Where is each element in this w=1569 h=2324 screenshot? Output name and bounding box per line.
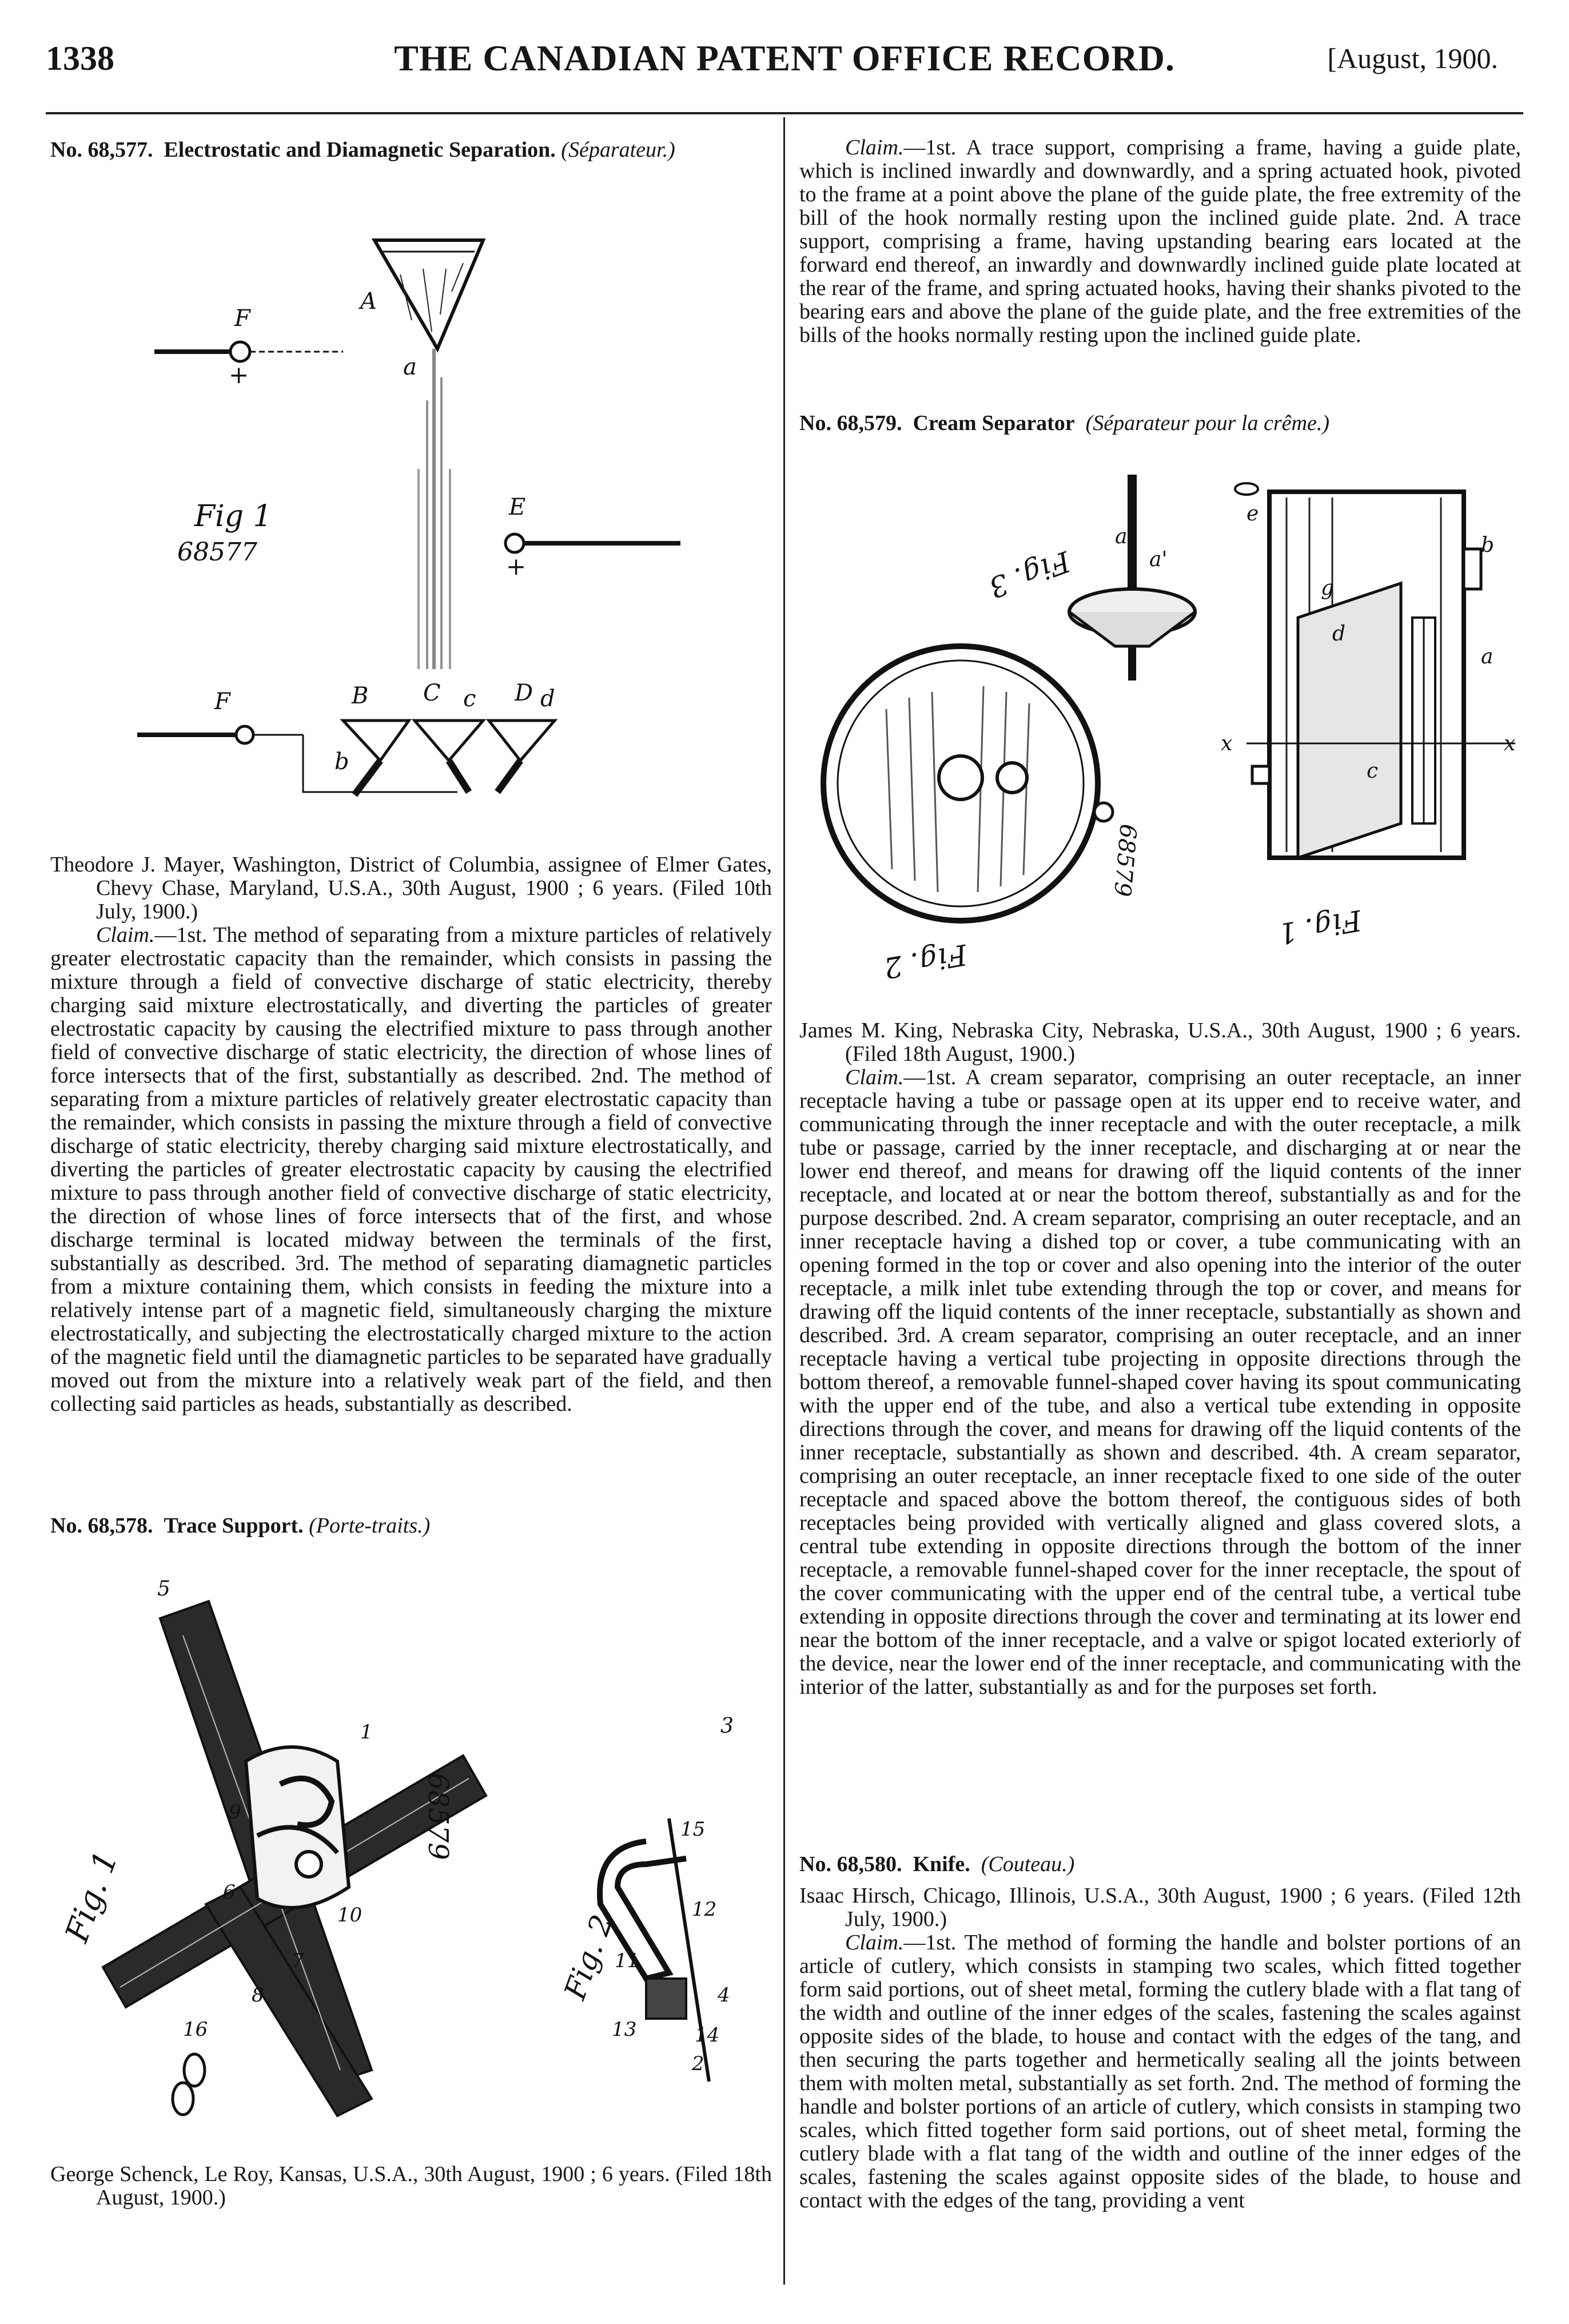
fig-label-fig1: Fig. 1 — [58, 1846, 126, 1947]
claim-text: —1st. The method of separating from a mixture particles of relatively greater electrostatic capacity than the remainder, which consists in passing the mixture through a field of convective discharge of static electricity, thereby charging said mixture electrostatically, and diverting the particles of greater electrostatic capacity by causing the electrified mixture to pass through another field of convective discharge of static electricity, the direction of whose lines of force intersects that of the first, substantially as described. 2nd. The method of separating from a mixture particles of relatively greater electrostatic capacity than the remainder, which consists in passing the mixture through a field of convective discharge of static electricity, thereby charging said mixture electrostatically, and diverting the particles of greater electrostatic capacity by causing the electrified mixture to pass through another field of convective discharge of static electricity, the direction of whose lines of force intersects that of the first, and whose discharge terminal is located midway between the terminals of the first, substantially as described. 3rd. The method of separating diamagnetic particles from a mixture containing them, which consists in feeding the mixture into a relatively intense part of a magnetic field, simultaneously charging the mixture electrostatically, and subjecting the electrostatically charged mixture to the action of the magnetic field until the diamagnetic particles to be separated have gradually moved out from the mixture into a relatively weak part of the field, and then collecting said particles as heads, substantially as described. — [50, 923, 772, 1416]
fig-label-e: e — [1247, 502, 1259, 526]
fig-label-a-prime: a' — [1149, 548, 1168, 571]
patent-number: No. 68,580. — [799, 1852, 902, 1876]
patent-number: No. 68,578. — [50, 1514, 153, 1538]
patent-68579-heading — [799, 412, 1521, 435]
fig-label-7: 7 — [292, 1949, 304, 1972]
claim-text: —1st. A trace support, comprising a frame, having a guide plate, which is inclined inwardly and downwardly, and a spring actuated hook, pivoted to the frame at a point above the plane of the guide plate, the free extremity of the bill of the hook normally resting upon the inclined guide plate. 2nd. A trace support, comprising a frame, having upstanding bearing ears located at the forward end thereof, an inwardly and downwardly inclined guide plate located at the rear of the frame, and spring actuated hooks, having their shanks pivoted to the bearing ears and above the plane of the guide plate, and the free extremities of the bills of the hooks normally resting upon the inclined guide plate. — [799, 136, 1521, 347]
claim-label: Claim. — [96, 923, 155, 947]
fig-label-16: 16 — [183, 2018, 208, 2041]
fig-label-D: D — [515, 680, 533, 706]
fig-label-C: C — [423, 680, 441, 706]
fig-label-6: 6 — [223, 1881, 236, 1904]
fig-label-E: E — [509, 494, 526, 520]
patent-grant: James M. King, Nebraska City, Nebraska, U.S.A., 30th August, 1900 ; 6 years. (Filed 18th August, 1900.) — [799, 1018, 1521, 1066]
fig-label-15: 15 — [680, 1818, 706, 1841]
fig-label-g: g — [1321, 576, 1335, 600]
patent-number: No. 68,577. — [50, 138, 153, 162]
fig-label-4: 4 — [718, 1984, 730, 2007]
claim-text: —1st. The method of forming the handle and bolster portions of an article of cutlery, which consists in stamping two scales, which fitted together form said portions, out of sheet metal, forming the cutlery blade with a flat tang of the width and outline of the inner edges of the scales, fastening the scales against opposite sides of the blade, to house and contact with the edges of the tang, and then securing the parts together and hermetically sealing all the joints between them with molten metal, substantially as set forth. 2nd. The method of forming the handle and bolster portions of an article of cutlery, which consists in stamping two scales, which fitted together form said portions, out of sheet metal, forming the cutlery blade with a flat tang of the width and outline of the inner edges of the scales, fastening the scales against opposite sides of the blade, to house and contact with the edges of the tang, providing a vent — [799, 1931, 1521, 2212]
claim-label: Claim. — [845, 1065, 904, 1089]
fig-label-c: c — [463, 686, 476, 712]
fig-label-d: d — [540, 686, 555, 712]
patent-number: No. 68,579. — [799, 411, 902, 435]
fig-label-A: A — [360, 288, 377, 315]
patent-grant: Isaac Hirsch, Chicago, Illinois, U.S.A., 30th August, 1900 ; 6 years. (Filed 12th July, 1900.) — [799, 1884, 1521, 1931]
header-rule — [46, 112, 1523, 114]
fig-label-a: a — [403, 354, 417, 380]
fig-label-F-bottom: F — [214, 689, 230, 715]
fig-label-13: 13 — [612, 2018, 637, 2041]
fig-label-3: 3 — [720, 1714, 734, 1738]
fig-label-b: b — [334, 749, 349, 775]
fig-label-B: B — [352, 683, 369, 709]
fig-label-d: d — [1332, 622, 1346, 646]
trace-support-figure — [51, 1567, 778, 2139]
fig-label-fig2: Fig. 2 — [881, 937, 970, 985]
fig-label-a-fig3: a — [1115, 525, 1128, 548]
fig-label-number: 68577 — [177, 538, 257, 567]
fig-label-x-left: x — [1221, 732, 1233, 755]
patent-68578-claim — [799, 136, 1521, 347]
fig-label-number: 68579 — [422, 1773, 454, 1860]
patent-68580 — [799, 1853, 1521, 2212]
fig-label-a-fig1: a — [1481, 645, 1494, 668]
patent-title: Electrostatic and Diamagnetic Separation. — [164, 138, 556, 162]
fig-label-14: 14 — [695, 2024, 720, 2047]
patent-68577-heading — [50, 138, 765, 162]
issue-date: [August, 1900. — [1327, 42, 1498, 74]
fig-label-fig3: Fig. 3 — [984, 544, 1075, 604]
fig-label-10: 10 — [337, 1904, 363, 1927]
fig-label-b: b — [1481, 534, 1495, 557]
patent-title-fr: (Porte-traits.) — [309, 1514, 431, 1538]
separator-figure — [114, 229, 743, 801]
claim-label: Claim. — [845, 1931, 904, 1955]
fig-label-c: c — [1367, 759, 1379, 783]
patent-68579-body — [799, 1011, 1521, 1699]
fig-label-11: 11 — [615, 1949, 640, 1972]
patent-title: Cream Separator — [913, 411, 1075, 435]
patent-title-fr: (Séparateur.) — [561, 138, 675, 162]
patent-title: Knife. — [913, 1852, 970, 1876]
patent-grant: Theodore J. Mayer, Washington, District of Columbia, assignee of Elmer Gates, Chevy Chase, Maryland, U.S.A., 30th August, 1900 ; 6 years. (Filed 10th July, 1900.) — [50, 853, 772, 924]
fig-label-8: 8 — [252, 1984, 264, 2007]
patent-68578-grant — [50, 2155, 772, 2210]
fig-label-plus-F: + — [229, 361, 249, 389]
fig-label-fig1: Fig 1 — [194, 499, 272, 534]
fig-label-12: 12 — [692, 1898, 717, 1921]
fig-label-number: 68579 — [1108, 823, 1141, 898]
fig-label-fig1: Fig. 1 — [1276, 903, 1364, 951]
claim-label: Claim. — [845, 136, 904, 160]
patent-title-fr: (Couteau.) — [981, 1852, 1075, 1876]
patent-title-fr: (Séparateur pour la crême.) — [1085, 411, 1329, 435]
fig-label-2: 2 — [692, 2052, 704, 2075]
patent-68577-body — [50, 845, 772, 1416]
fig-label-x-right: x — [1504, 732, 1516, 755]
patent-68578-heading — [50, 1514, 765, 1538]
claim-text: —1st. A cream separator, comprising an outer receptacle, an inner receptacle having a tube or passage open at its upper end to receive water, and communicating through the inner receptacle and with the outer receptacle, a milk tube or passage, carried by the inner receptacle, and discharging at or near the lower end thereof, and means for drawing off the liquid contents of the inner receptacle, and located at or near the bottom thereof, substantially as and for the purpose described. 2nd. A cream separator, comprising an outer receptacle, and an inner receptacle having a dished top or cover, a tube communicating with an opening formed in the top or cover and also opening into the interior of the outer receptacle, a milk inlet tube extending through the top or cover, and means for drawing off the liquid contents of the inner receptacle, substantially as shown and described. 3rd. A cream separator, comprising an outer receptacle, and an inner receptacle having a vertical tube projecting in opposite directions through the bottom thereof, a removable funnel-shaped cover having its spout communicating with the upper end of the tube, and also a vertical tube extending in opposite directions through the cover, and means for drawing off the liquid contents of the inner receptacle, substantially as shown and described. 4th. A cream separator, comprising an outer receptacle, an inner receptacle fixed to one side of the outer receptacle and spaced above the bottom thereof, the contiguous sides of both receptacles being provided with vertically aligned and glass covered slots, a central tube extending in opposite directions through the bottom of the inner receptacle, a removable funnel-shaped cover for the inner receptacle, the spout of the cover communicating with the upper end of the central tube, a vertical tube extending in opposite directions through the cover and terminating at its lower end near the bottom of the inner receptacle, and a valve or spigot located exteriorly of the device, near the lower end of the inner receptacle, and communicating with the interior of the latter, substantially as and for the purposes set forth. — [799, 1065, 1521, 1699]
fig-label-1: 1 — [360, 1721, 373, 1744]
patent-grant: George Schenck, Le Roy, Kansas, U.S.A., 30th August, 1900 ; 6 years. (Filed 18th August, 1900.) — [50, 2162, 772, 2210]
fig-label-plus-E: + — [506, 552, 527, 580]
page-number: 1338 — [46, 39, 114, 77]
fig-label-9: 9 — [229, 1801, 241, 1824]
fig-label-F-top: F — [234, 305, 250, 332]
journal-title: THE CANADIAN PATENT OFFICE RECORD. — [394, 38, 1175, 78]
cream-separator-figure — [795, 457, 1527, 1006]
column-divider — [783, 117, 785, 2285]
fig-label-5: 5 — [157, 1577, 170, 1601]
patent-title: Trace Support. — [164, 1514, 304, 1538]
fig-label-fig2: Fig. 2 — [557, 1910, 620, 2004]
